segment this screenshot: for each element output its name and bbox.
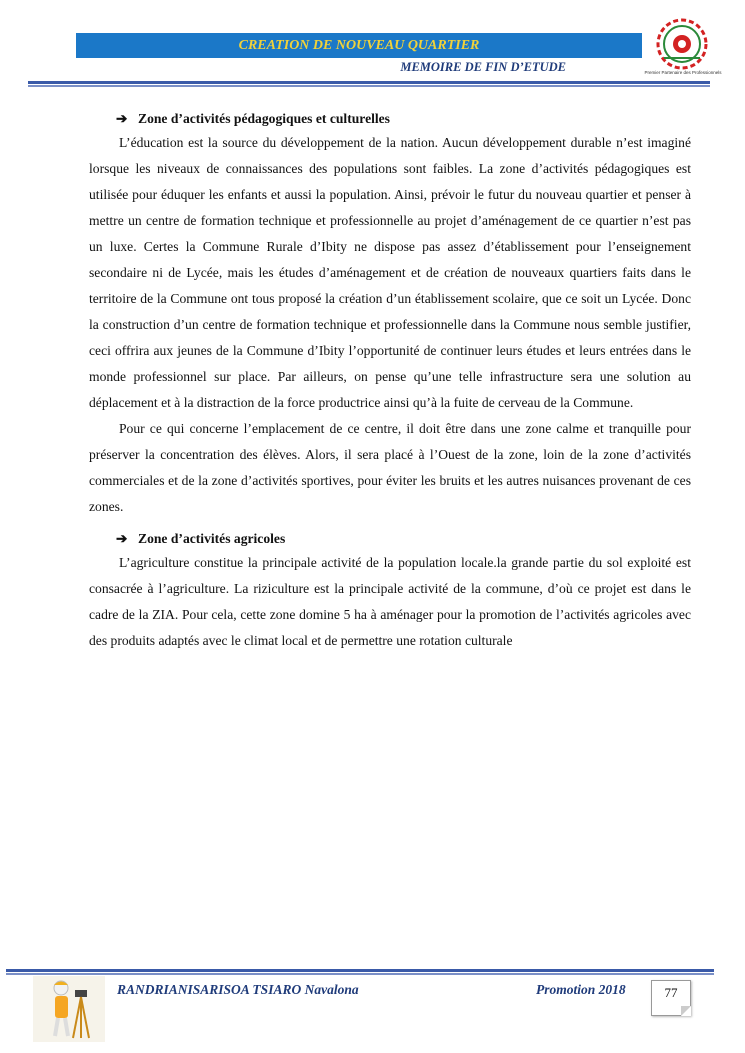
footer-rule xyxy=(6,969,714,977)
header-title: CREATION DE NOUVEAU QUARTIER xyxy=(238,38,480,53)
page-number-box xyxy=(651,980,691,1016)
page-number: 77 xyxy=(664,985,678,1000)
header-subtitle: MEMOIRE DE FIN D’ETUDE xyxy=(400,60,566,74)
right-arrow-icon: ➔ xyxy=(116,111,128,126)
section-heading xyxy=(116,108,691,130)
surveyor-icon xyxy=(33,976,105,1042)
footer-author: RANDRIANISARISOA TSIARO Navalona xyxy=(117,982,359,997)
gear-logo-icon xyxy=(642,14,722,78)
header-title-bar xyxy=(76,33,642,58)
section-heading xyxy=(116,528,691,550)
paragraph: L’agriculture constitue la principale activité de la population locale.la grande partie du sol exploité est consacrée à l’agriculture. La riziculture est la principale activité de la commune, d’où ce projet est dans le cadre de la ZIA. Pour cela, cette zone domine 5 ha à aménager pour la promotion de l’activités agricoles avec des produits adaptés avec le climat local et de permettre une rotation culturale xyxy=(89,555,691,648)
paragraph: L’éducation est la source du développement de la nation. Aucun développement durable n’est imaginé lorsque les niveaux de connaissances des populations sont faibles. La zone d’activités pédagogiques est utilisée pour éduquer les enfants et aussi la population. Ainsi, prévoir le futur du nouveau quartier et penser à mettre un centre de formation technique et professionnelle au projet d’aménagement de ce quartier n’est pas un luxe. Certes la Commune Rurale d’Ibity ne dispose pas assez d’établissement pour l’enseignement secondaire ni de Lycée, mais les études d’aménagement et de création de nouveaux quartiers faits dans le territoire de la Commune ont tous proposé la création d’un établissement scolaire, que ce soit un Lycée. Donc la construction d’un centre de formation technique et professionnelle dans la Commune nous semble justifier, ceci offrira aux jeunes de la Commune d’Ibity l’opportunité de continuer leurs études et leurs entrées dans le monde professionnel sur place. Par ailleurs, on pense qu’une telle infrastructure sera une solution au déplacement et à la distraction de la force productrice ainsi qu’à la fuite de cerveau de la Commune. xyxy=(89,135,691,410)
document-body xyxy=(89,108,691,654)
section-heading-text: Zone d’activités pédagogiques et culturelles xyxy=(138,111,390,126)
section-agricultural xyxy=(89,528,691,654)
logo-caption: Premier Partenaire des Professionnels xyxy=(644,70,722,75)
right-arrow-icon: ➔ xyxy=(116,531,128,546)
header-rule xyxy=(28,81,710,89)
footer-promotion: Promotion 2018 xyxy=(536,982,626,997)
section-pedagogical xyxy=(89,108,691,520)
section-heading-text: Zone d’activités agricoles xyxy=(138,531,286,546)
paragraph: Pour ce qui concerne l’emplacement de ce centre, il doit être dans une zone calme et tranquille pour préserver la concentration des élèves. Alors, il sera placé à l’Ouest de la zone, loin de la zone d’activités commerciales et de la zone d’activités sportives, pour éviter les bruits et les autres nuisances provenant de ces zones. xyxy=(89,421,691,514)
